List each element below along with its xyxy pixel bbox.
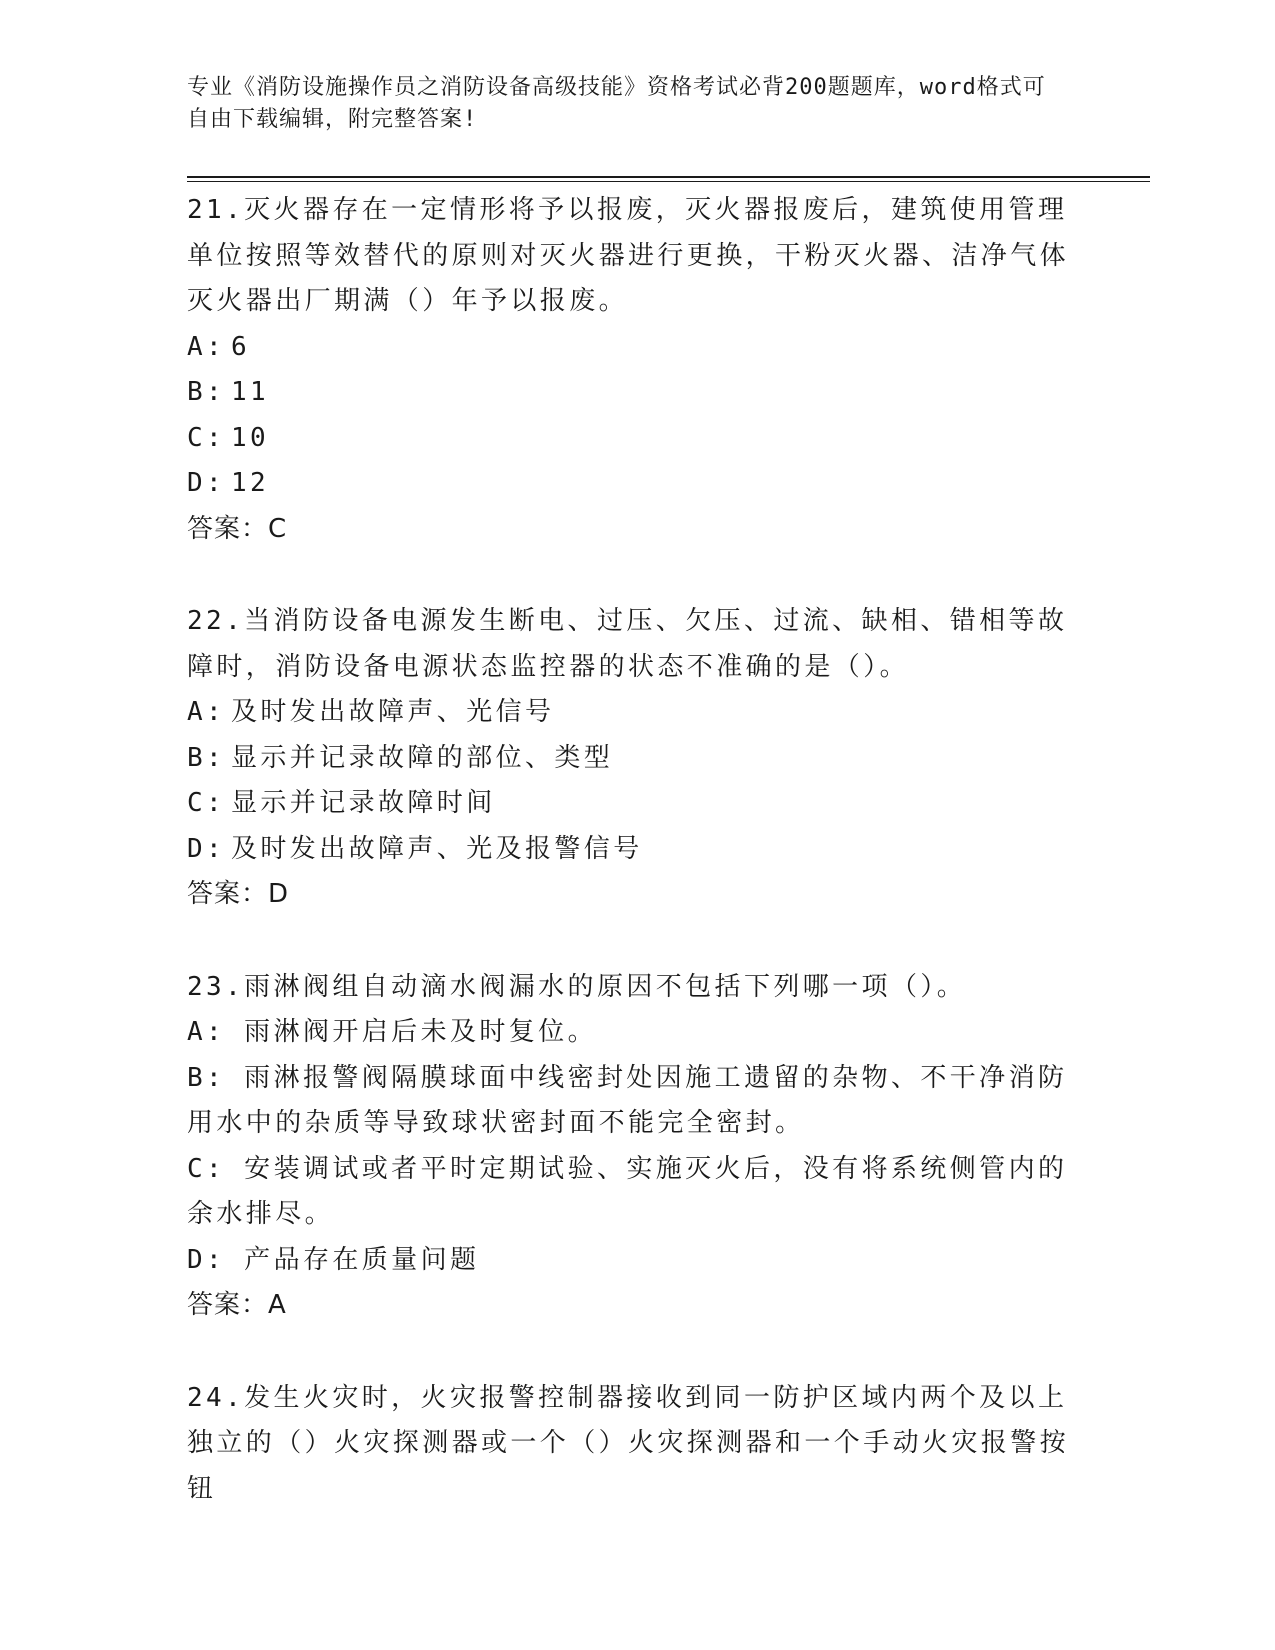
question-text: 21.灭火器存在一定情形将予以报废，灭火器报废后，建筑使用管理单位按照等效替代的原则对灭火器进行更换，干粉灭火器、洁净气体灭火器出厂期满（）年予以报废。 — [187, 195, 1070, 316]
option-text: 产品存在质量问题 — [244, 1244, 480, 1275]
header-divider-thick — [187, 176, 1150, 178]
answer-line: 答案：A — [187, 1290, 287, 1320]
option-letter: A: — [187, 331, 226, 362]
header-divider-thin — [187, 181, 1150, 182]
option-b — [187, 370, 1072, 416]
option-text: 雨淋阀开启后未及时复位。 — [244, 1017, 597, 1047]
option-letter: D: — [187, 833, 226, 864]
option-b — [187, 736, 1072, 782]
option-text: 及时发出故障声、光及报警信号 — [231, 833, 643, 864]
option-c — [187, 781, 1072, 827]
option-text: 雨淋报警阀隔膜球面中线密封处因施工遗留的杂物、不干净消防用水中的杂质等导致球状密封面不能完全密封。 — [187, 1062, 1068, 1138]
question-22 — [187, 599, 1072, 918]
option-a — [187, 690, 1072, 736]
question-text: 24.发生火灾时，火灾报警控制器接收到同一防护区域内两个及以上独立的（）火灾探测器或一个（）火灾探测器和一个手动火灾报警按钮 — [187, 1382, 1070, 1504]
option-d — [187, 827, 1072, 873]
option-text: 11 — [231, 377, 270, 407]
option-letter: C: — [187, 788, 226, 818]
document-header: 专业《消防设施操作员之消防设备高级技能》资格考试必背200题题库，word格式可自由下载编辑，附完整答案! — [187, 75, 1046, 132]
question-24 — [187, 1376, 1072, 1513]
question-21 — [187, 188, 1072, 552]
answer-line: 答案：D — [187, 879, 290, 909]
option-text: 6 — [231, 331, 251, 362]
option-c — [187, 1147, 1072, 1238]
option-letter: B: — [187, 742, 226, 773]
option-letter: D: — [187, 468, 226, 498]
option-letter: C: — [187, 1153, 226, 1184]
option-c — [187, 416, 1072, 462]
question-text: 22.当消防设备电源发生断电、过压、欠压、过流、缺相、错相等故障时，消防设备电源状态监控器的状态不准确的是（）。 — [187, 606, 1068, 682]
option-letter: D: — [187, 1244, 226, 1275]
option-d — [187, 461, 1072, 507]
option-letter: A: — [187, 1017, 226, 1047]
option-letter: A: — [187, 697, 226, 727]
option-text: 12 — [231, 468, 270, 498]
option-text: 10 — [231, 422, 270, 453]
option-text: 显示并记录故障时间 — [231, 788, 496, 818]
question-list — [187, 188, 1072, 1559]
option-b — [187, 1056, 1072, 1147]
answer-line: 答案：C — [187, 513, 288, 544]
option-letter: C: — [187, 422, 226, 453]
question-23 — [187, 965, 1072, 1329]
option-text: 及时发出故障声、光信号 — [231, 697, 555, 727]
option-d — [187, 1238, 1072, 1284]
option-letter: B: — [187, 1062, 226, 1093]
option-a — [187, 1010, 1072, 1056]
option-letter: B: — [187, 377, 226, 407]
question-text: 23.雨淋阀组自动滴水阀漏水的原因不包括下列哪一项（）。 — [187, 971, 967, 1002]
option-a — [187, 325, 1072, 371]
option-text: 安装调试或者平时定期试验、实施灭火后，没有将系统侧管内的余水排尽。 — [187, 1153, 1068, 1229]
option-text: 显示并记录故障的部位、类型 — [231, 742, 614, 773]
